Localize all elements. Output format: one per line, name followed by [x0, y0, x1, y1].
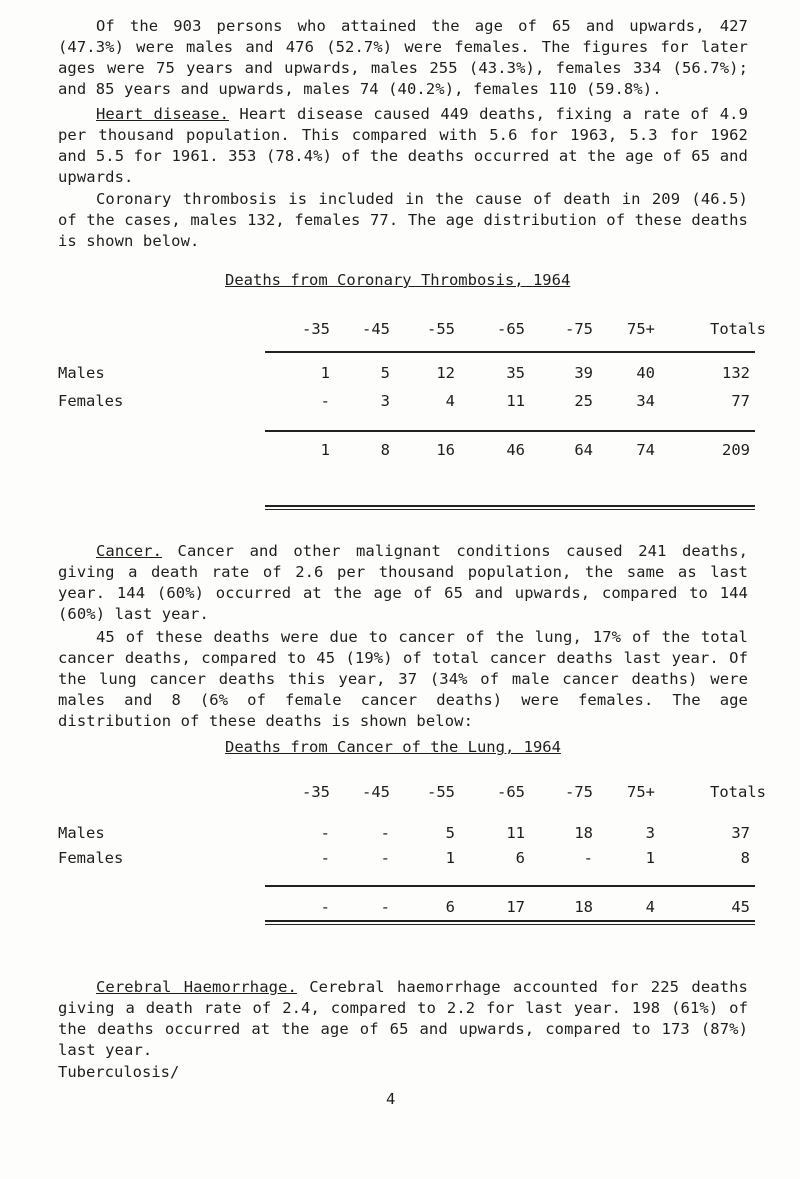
table-cell: 74	[636, 441, 655, 459]
table-cell: -45	[362, 783, 390, 801]
table-header-row	[0, 320, 800, 342]
table-rule	[265, 924, 755, 925]
row-label: Females	[58, 849, 124, 867]
table-rule	[265, 505, 755, 507]
table-cell: 3	[380, 392, 390, 410]
table-cell: 34	[636, 392, 655, 410]
page-number: 4	[386, 1090, 396, 1108]
row-label: Males	[58, 824, 105, 842]
table-rule	[265, 885, 755, 887]
table-cell: 1	[645, 849, 655, 867]
table-totals-row	[0, 441, 800, 463]
table-rule	[265, 351, 755, 353]
lung-table-title: Deaths from Cancer of the Lung, 1964	[225, 738, 561, 756]
table-cell: 4	[445, 392, 455, 410]
cancer-paragraph	[58, 541, 748, 625]
table-row	[0, 824, 800, 846]
table-row	[0, 364, 800, 386]
heart-disease-heading: Heart disease.	[96, 105, 230, 123]
table-rule	[265, 430, 755, 432]
heart-disease-text: Heart disease caused 449 deaths, fixing a rate of 4.9 per thousand population. This compared with 5.6 for 1963, 5.3 for 1962 and 5.5 for 1961. 353 (78.4%) of the deaths occurred at the age of 65 and upwards.	[58, 105, 748, 186]
table-cell: 77	[731, 392, 750, 410]
intro-paragraph	[58, 16, 748, 100]
table-cell: 209	[722, 441, 750, 459]
table-cell: Totals	[710, 783, 766, 801]
table-cell: -55	[427, 320, 455, 338]
table-cell: 45	[731, 898, 750, 916]
table-cell: 6	[445, 898, 455, 916]
table-cell: -55	[427, 783, 455, 801]
cerebral-heading: Cerebral Haemorrhage.	[96, 978, 297, 996]
cancer-heading: Cancer.	[96, 542, 163, 560]
cerebral-text: Cerebral haemorrhage accounted for 225 deaths giving a death rate of 2.4, compared to 2.2 for last year. 198 (61%) of the deaths occurred at the age of 65 and upwards, compared to 173 (87%) last year.	[58, 978, 748, 1059]
table-cell: 12	[436, 364, 455, 382]
heart-disease-paragraph	[58, 104, 748, 188]
table-cell: 37	[731, 824, 750, 842]
table-cell: 1	[320, 364, 330, 382]
table-cell: 4	[645, 898, 655, 916]
table-rule	[265, 920, 755, 922]
table-cell: -35	[302, 783, 330, 801]
table-cell: -45	[362, 320, 390, 338]
intro-text: Of the 903 persons who attained the age of 65 and upwards, 427 (47.3%) were males and 476 (52.7%) were females. The figures for later ages were 75 years and upwards, males 255 (43.3%), females 334 (56.7%); and 85 years and upwards, males 74 (40.2%), females 110 (59.8%).	[58, 17, 748, 98]
table-row	[0, 392, 800, 414]
table-cell: 11	[506, 824, 525, 842]
table-cell: Totals	[710, 320, 766, 338]
table-totals-row	[0, 898, 800, 920]
table-cell: -	[320, 849, 330, 867]
table-cell: -65	[497, 783, 525, 801]
table-cell: -35	[302, 320, 330, 338]
table-header-row	[0, 783, 800, 805]
table-cell: 17	[506, 898, 525, 916]
table-cell: -	[583, 849, 593, 867]
table-row	[0, 849, 800, 871]
table-cell: 25	[574, 392, 593, 410]
table-cell: 75+	[627, 783, 655, 801]
table-cell: 132	[722, 364, 750, 382]
table-cell: 16	[436, 441, 455, 459]
table-cell: 18	[574, 898, 593, 916]
table-cell: -65	[497, 320, 525, 338]
table-cell: 3	[645, 824, 655, 842]
row-label: Males	[58, 364, 105, 382]
cancer-text: Cancer and other malignant conditions caused 241 deaths, giving a death rate of 2.6 per thousand population, the same as last year. 144 (60%) occurred at the age of 65 and upwards, compared to 144 (60%) last year.	[58, 542, 748, 623]
table-cell: -	[320, 824, 330, 842]
table-cell: 8	[740, 849, 750, 867]
table-cell: 5	[445, 824, 455, 842]
table-cell: -	[380, 824, 390, 842]
table-cell: 11	[506, 392, 525, 410]
table-cell: 8	[380, 441, 390, 459]
table-rule	[265, 509, 755, 510]
coronary-paragraph	[58, 189, 748, 252]
table-cell: -75	[565, 320, 593, 338]
coronary-text: Coronary thrombosis is included in the cause of death in 209 (46.5) of the cases, males 132, females 77. The age distribution of these deaths is shown below.	[58, 190, 748, 250]
table-cell: -75	[565, 783, 593, 801]
table-cell: -	[380, 898, 390, 916]
lung-cancer-paragraph	[58, 627, 748, 732]
table-cell: 1	[445, 849, 455, 867]
table-cell: 64	[574, 441, 593, 459]
table-cell: 1	[320, 441, 330, 459]
table-cell: 5	[380, 364, 390, 382]
table-cell: 46	[506, 441, 525, 459]
row-label: Females	[58, 392, 124, 410]
table-cell: 40	[636, 364, 655, 382]
table-cell: 18	[574, 824, 593, 842]
table-cell: 75+	[627, 320, 655, 338]
coronary-table-title: Deaths from Coronary Thrombosis, 1964	[225, 271, 571, 289]
continuation-text: Tuberculosis/	[58, 1063, 180, 1081]
table-cell: 39	[574, 364, 593, 382]
table-cell: -	[320, 392, 330, 410]
cerebral-paragraph	[58, 977, 748, 1061]
lung-cancer-text: 45 of these deaths were due to cancer of the lung, 17% of the total cancer deaths, compared to 45 (19%) of total cancer deaths last year. Of the lung cancer deaths this year, 37 (34% of male cancer deaths) were males and 8 (6% of female cancer deaths) were females. The age distribution of these deaths is shown below:	[58, 628, 748, 730]
table-cell: -	[320, 898, 330, 916]
table-cell: 35	[506, 364, 525, 382]
table-cell: 6	[515, 849, 525, 867]
table-cell: -	[380, 849, 390, 867]
